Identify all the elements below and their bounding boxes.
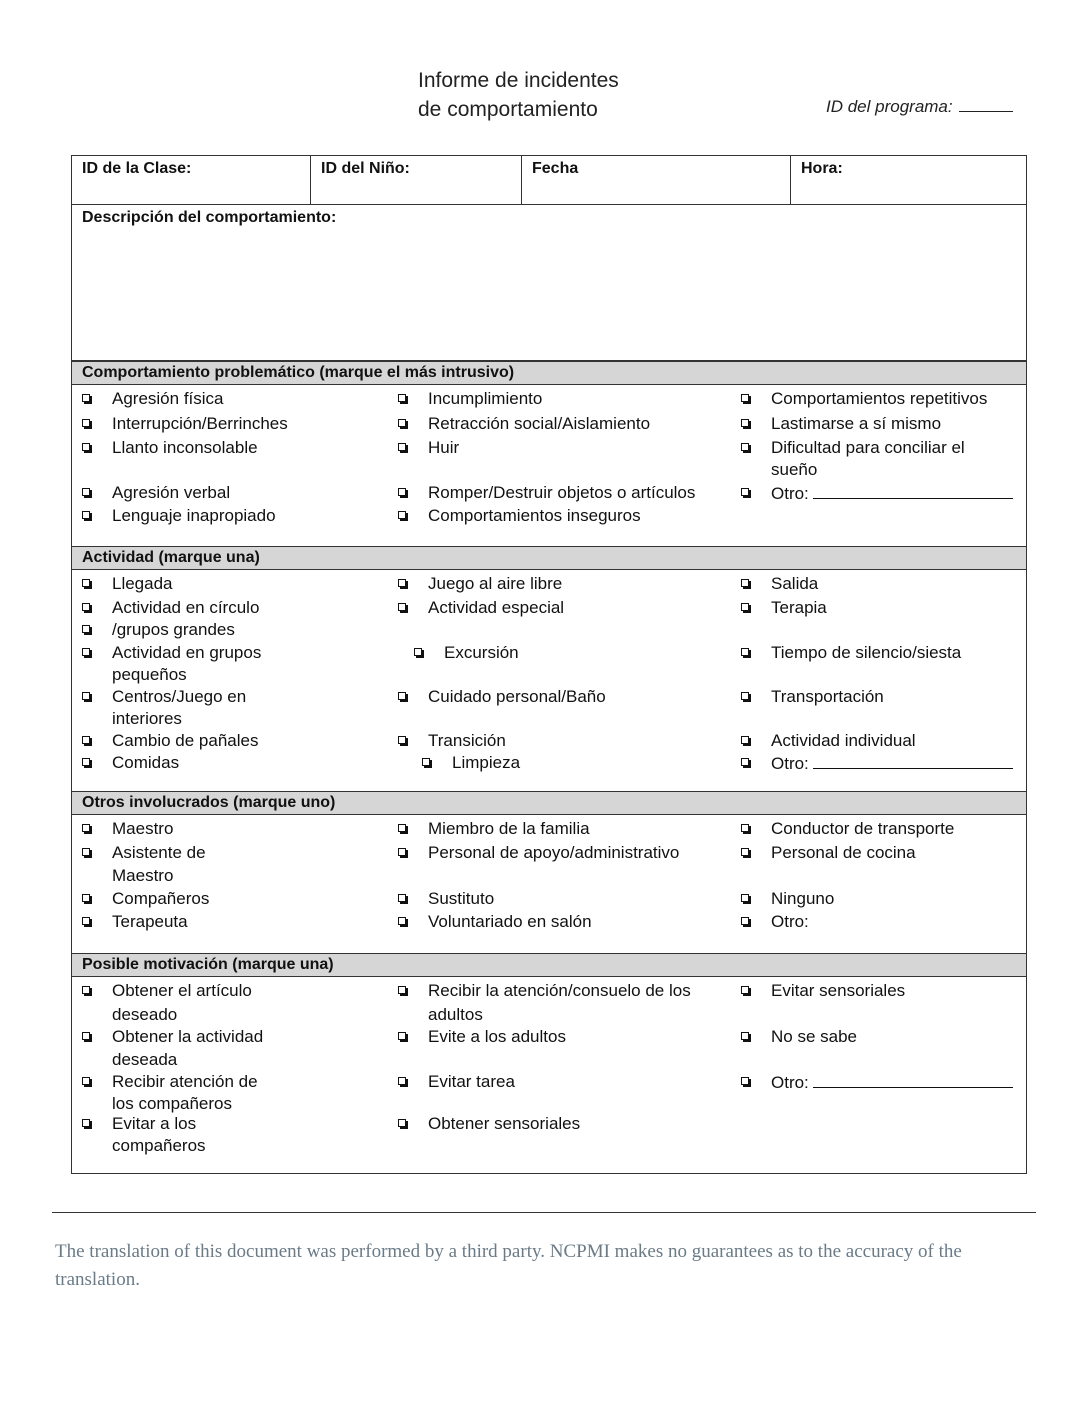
checkbox-icon[interactable] bbox=[398, 824, 406, 832]
checkbox-item[interactable]: Actividad especial bbox=[428, 597, 564, 619]
checkbox-icon[interactable] bbox=[82, 488, 90, 496]
checkbox-icon[interactable] bbox=[398, 579, 406, 587]
checkbox-icon[interactable] bbox=[398, 894, 406, 902]
checkbox-icon[interactable] bbox=[741, 758, 749, 766]
checkbox-item[interactable]: Comportamientos repetitivos bbox=[771, 388, 987, 410]
item-continuation: compañeros bbox=[112, 1136, 206, 1155]
footer-divider bbox=[52, 1212, 1036, 1213]
checkbox-icon[interactable] bbox=[82, 917, 90, 925]
form-title bbox=[418, 66, 619, 124]
checkbox-item[interactable]: Incumplimiento bbox=[428, 388, 542, 410]
checkbox-icon[interactable] bbox=[398, 1119, 406, 1127]
checkbox-icon[interactable] bbox=[398, 1077, 406, 1085]
checkbox-item[interactable]: Limpieza bbox=[452, 752, 520, 774]
section-header-others-involved: Otros involucrados (marque uno) bbox=[72, 791, 1026, 815]
checkbox-item[interactable]: Evite a los adultos bbox=[428, 1026, 566, 1048]
checkbox-icon[interactable] bbox=[741, 579, 749, 587]
class-id-field[interactable] bbox=[72, 156, 311, 204]
checkbox-icon[interactable] bbox=[82, 692, 90, 700]
checkbox-item[interactable]: Recibir atención de bbox=[112, 1071, 258, 1093]
description-label: Descripción del comportamiento: bbox=[82, 209, 337, 226]
checkbox-icon[interactable] bbox=[741, 1032, 749, 1040]
checkbox-icon[interactable] bbox=[398, 692, 406, 700]
checkbox-icon[interactable] bbox=[82, 1077, 90, 1085]
checkbox-icon[interactable] bbox=[741, 692, 749, 700]
checkbox-icon[interactable] bbox=[398, 848, 406, 856]
checkbox-item[interactable]: Transportación bbox=[771, 686, 884, 708]
item-continuation: deseada bbox=[112, 1050, 178, 1069]
checkbox-item[interactable]: Llegada bbox=[112, 573, 173, 595]
translation-disclaimer: The translation of this document was performed by a third party. NCPMI makes no guarantees as to the accuracy of the translation. bbox=[55, 1241, 962, 1290]
checkbox-item[interactable]: Evitar tarea bbox=[428, 1071, 515, 1093]
checkbox-item-other[interactable]: Otro: bbox=[771, 752, 1013, 775]
checkbox-icon[interactable] bbox=[82, 603, 90, 611]
section-header-activity: Actividad (marque una) bbox=[72, 546, 1026, 570]
time-label: Hora: bbox=[801, 160, 843, 177]
checkbox-item[interactable]: Agresión verbal bbox=[112, 482, 230, 504]
checkbox-item[interactable]: Comidas bbox=[112, 752, 179, 774]
checkbox-item[interactable]: Cuidado personal/Baño bbox=[428, 686, 606, 708]
checkbox-item[interactable]: Centros/Juego en bbox=[112, 686, 246, 708]
date-label: Fecha bbox=[532, 160, 579, 177]
checkbox-icon[interactable] bbox=[82, 758, 90, 766]
checkbox-icon[interactable] bbox=[82, 394, 90, 402]
checkbox-icon[interactable] bbox=[414, 648, 422, 656]
checkbox-item[interactable]: Conductor de transporte bbox=[771, 818, 954, 840]
checkbox-item[interactable]: Otro: bbox=[771, 911, 809, 933]
checkbox-icon[interactable] bbox=[398, 443, 406, 451]
checkbox-icon[interactable] bbox=[741, 824, 749, 832]
checkbox-item[interactable]: Actividad individual bbox=[771, 730, 916, 752]
checkbox-item[interactable]: Salida bbox=[771, 573, 818, 595]
checkbox-item[interactable]: Cambio de pañales bbox=[112, 730, 258, 752]
item-continuation: adultos bbox=[428, 1005, 483, 1024]
checkbox-icon[interactable] bbox=[741, 1077, 749, 1085]
checkbox-item[interactable]: Interrupción/Berrinches bbox=[112, 413, 288, 435]
description-field[interactable] bbox=[72, 204, 1026, 361]
header-row bbox=[72, 156, 1026, 205]
checkbox-item[interactable]: No se sabe bbox=[771, 1026, 857, 1048]
checkbox-item[interactable]: Recibir la atención/consuelo de los bbox=[428, 980, 691, 1002]
checkbox-icon[interactable] bbox=[398, 736, 406, 744]
checkbox-icon[interactable] bbox=[398, 394, 406, 402]
checkbox-icon[interactable] bbox=[741, 648, 749, 656]
checkbox-item[interactable]: Miembro de la familia bbox=[428, 818, 590, 840]
checkbox-icon[interactable] bbox=[82, 736, 90, 744]
checkbox-item[interactable]: Terapeuta bbox=[112, 911, 188, 933]
checkbox-item[interactable]: Comportamientos inseguros bbox=[428, 505, 641, 527]
checkbox-icon[interactable] bbox=[422, 758, 430, 766]
checkbox-icon[interactable] bbox=[82, 579, 90, 587]
time-field[interactable] bbox=[791, 156, 1027, 204]
item-continuation: deseado bbox=[112, 1005, 178, 1024]
child-id-label: ID del Niño: bbox=[321, 160, 410, 177]
checkbox-icon[interactable] bbox=[82, 443, 90, 451]
checkbox-item-other[interactable]: Otro: bbox=[771, 482, 1013, 505]
checkbox-item[interactable]: /grupos grandes bbox=[112, 619, 235, 641]
class-id-label: ID de la Clase: bbox=[82, 160, 192, 177]
checkbox-icon[interactable] bbox=[741, 603, 749, 611]
other-blank[interactable] bbox=[813, 1071, 1013, 1088]
checkbox-icon[interactable] bbox=[398, 419, 406, 427]
item-continuation: interiores bbox=[112, 709, 182, 728]
checkbox-item[interactable]: Obtener la actividad bbox=[112, 1026, 263, 1048]
checkbox-item[interactable]: Terapia bbox=[771, 597, 827, 619]
checkbox-item[interactable]: Obtener el artículo bbox=[112, 980, 252, 1002]
checkbox-item-other[interactable]: Otro: bbox=[771, 1071, 1013, 1094]
checkbox-item[interactable]: Sustituto bbox=[428, 888, 494, 910]
checkbox-icon[interactable] bbox=[741, 488, 749, 496]
checkbox-item[interactable]: Llanto inconsolable bbox=[112, 437, 258, 459]
item-continuation: Maestro bbox=[112, 866, 174, 885]
title-line-1: Informe de incidentes bbox=[418, 69, 619, 92]
checkbox-item[interactable]: Evitar sensoriales bbox=[771, 980, 905, 1002]
checkbox-icon[interactable] bbox=[82, 894, 90, 902]
checkbox-icon[interactable] bbox=[741, 394, 749, 402]
checkbox-icon[interactable] bbox=[82, 848, 90, 856]
checkbox-icon[interactable] bbox=[398, 511, 406, 519]
checkbox-icon[interactable] bbox=[741, 848, 749, 856]
checkbox-item[interactable]: Voluntariado en salón bbox=[428, 911, 592, 933]
checkbox-item[interactable]: Transición bbox=[428, 730, 506, 752]
program-id-field[interactable] bbox=[826, 95, 1013, 117]
checkbox-icon[interactable] bbox=[82, 419, 90, 427]
program-id-blank[interactable] bbox=[959, 95, 1013, 112]
checkbox-icon[interactable] bbox=[398, 603, 406, 611]
section-header-problem-behavior: Comportamiento problemático (marque el más intrusivo) bbox=[72, 361, 1026, 385]
checkbox-item[interactable]: Personal de apoyo/administrativo bbox=[428, 842, 679, 864]
checkbox-icon[interactable] bbox=[398, 488, 406, 496]
checkbox-item[interactable]: Obtener sensoriales bbox=[428, 1113, 580, 1135]
checkbox-icon[interactable] bbox=[741, 443, 749, 451]
checkbox-icon[interactable] bbox=[82, 986, 90, 994]
date-field[interactable] bbox=[522, 156, 791, 204]
checkbox-icon[interactable] bbox=[398, 917, 406, 925]
other-blank[interactable] bbox=[813, 482, 1013, 499]
checkbox-item[interactable]: Dificultad para conciliar el bbox=[771, 437, 965, 459]
checkbox-icon[interactable] bbox=[82, 625, 90, 633]
checkbox-item[interactable]: Asistente de bbox=[112, 842, 206, 864]
checkbox-item[interactable]: Tiempo de silencio/siesta bbox=[771, 642, 961, 664]
checkbox-item[interactable]: Retracción social/Aislamiento bbox=[428, 413, 650, 435]
checkbox-icon[interactable] bbox=[741, 917, 749, 925]
program-id-label: ID del programa: bbox=[826, 97, 953, 116]
checkbox-item[interactable]: Actividad en círculo bbox=[112, 597, 259, 619]
checkbox-icon[interactable] bbox=[82, 511, 90, 519]
checkbox-item[interactable]: Ninguno bbox=[771, 888, 834, 910]
title-line-2: de comportamiento bbox=[418, 98, 598, 121]
checkbox-icon[interactable] bbox=[82, 1032, 90, 1040]
checkbox-icon[interactable] bbox=[82, 824, 90, 832]
item-continuation: pequeños bbox=[112, 665, 187, 684]
checkbox-item[interactable]: Excursión bbox=[444, 642, 519, 664]
incident-form-table bbox=[71, 155, 1027, 1174]
checkbox-item[interactable]: Lenguaje inapropiado bbox=[112, 505, 276, 527]
checkbox-icon[interactable] bbox=[398, 1032, 406, 1040]
checkbox-icon[interactable] bbox=[741, 736, 749, 744]
checkbox-item[interactable]: Maestro bbox=[112, 818, 173, 840]
checkbox-item[interactable]: Romper/Destruir objetos o artículos bbox=[428, 482, 695, 504]
checkbox-icon[interactable] bbox=[82, 1119, 90, 1127]
checkbox-item[interactable]: Lastimarse a sí mismo bbox=[771, 413, 941, 435]
checkbox-item[interactable]: Evitar a los bbox=[112, 1113, 196, 1135]
checkbox-icon[interactable] bbox=[741, 986, 749, 994]
checkbox-item[interactable]: Compañeros bbox=[112, 888, 209, 910]
section-header-motivation: Posible motivación (marque una) bbox=[72, 953, 1026, 977]
checkbox-item[interactable]: Actividad en grupos bbox=[112, 642, 261, 664]
checkbox-icon[interactable] bbox=[398, 986, 406, 994]
checkbox-icon[interactable] bbox=[82, 648, 90, 656]
checkbox-icon[interactable] bbox=[741, 894, 749, 902]
checkbox-item[interactable]: Huir bbox=[428, 437, 459, 459]
item-continuation: los compañeros bbox=[112, 1094, 233, 1113]
checkbox-icon[interactable] bbox=[741, 419, 749, 427]
checkbox-item[interactable]: Personal de cocina bbox=[771, 842, 916, 864]
other-blank[interactable] bbox=[813, 752, 1013, 769]
checkbox-item[interactable]: Juego al aire libre bbox=[428, 573, 562, 595]
child-id-field[interactable] bbox=[311, 156, 522, 204]
checkbox-item[interactable]: Agresión física bbox=[112, 388, 224, 410]
item-continuation: sueño bbox=[771, 460, 818, 479]
